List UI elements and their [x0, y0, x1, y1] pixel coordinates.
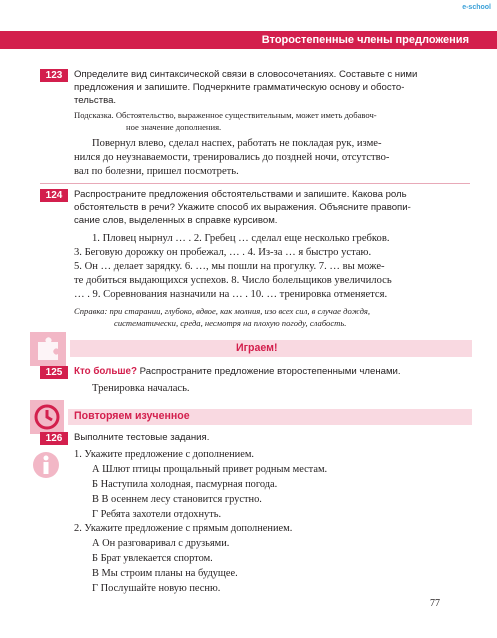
reference-line: систематически, среда, несмотря на плохую погоду, слабость. — [114, 318, 347, 328]
chapter-title: Второстепенные члены предложения — [261, 34, 469, 46]
separator — [40, 183, 470, 184]
example-line: нился до неузнаваемости, тренировались до поздней ночи, отсутство- — [74, 152, 390, 163]
task-126-text: Выполните тестовые задания. — [74, 432, 210, 443]
page-number: 77 — [430, 598, 440, 609]
question-1: 1. Укажите предложение с дополнением. — [74, 449, 255, 460]
option-q1-d: Г Ребята захотели отдохнуть. — [92, 509, 222, 520]
task-124-examples — [74, 232, 476, 302]
task-124-text — [74, 188, 474, 227]
task-number-123: 123 — [40, 69, 68, 82]
option-q1-c: В В осеннем лесу становится грустно. — [92, 494, 262, 505]
info-icon — [31, 450, 61, 480]
task-124-reference — [74, 305, 476, 329]
review-title: Повторяем изученное — [74, 410, 190, 422]
task-123-examples — [74, 137, 476, 179]
option-q2-a: А Он разговаривал с друзьями. — [92, 538, 230, 549]
task-number-125: 125 — [40, 366, 68, 379]
text-line: сание слов, выделенных в справке курсивом. — [74, 215, 278, 226]
review-icon — [30, 400, 64, 434]
example-line: … . 9. Соревнования назначили на … . 10. … тренировка отменяется. — [74, 289, 388, 300]
text-line: Распространите предложения обстоятельствами и запишите. Какова роль — [74, 189, 407, 200]
play-title: Играем! — [236, 342, 278, 354]
task-125-example: Тренировка началась. — [92, 383, 190, 394]
example-line: те добиться выдающихся успехов. 8. Число болельщиков увеличилось — [74, 275, 392, 286]
option-q1-b: Б Наступила холодная, пасмурная погода. — [92, 479, 278, 490]
hint-line: ное значение дополнения. — [126, 122, 222, 132]
text-line: Определите вид синтаксической связи в словосочетаниях. Составьте с ними — [74, 69, 418, 80]
example-line: вал по болезни, пришел посмотреть. — [74, 166, 239, 177]
task-125-lead: Кто больше? — [74, 366, 137, 377]
text-line: тельства. — [74, 95, 117, 106]
question-2: 2. Укажите предложение с прямым дополнением. — [74, 523, 293, 534]
puzzle-icon — [30, 332, 66, 366]
option-q1-a: А Шлют птицы прощальный привет родным местам. — [92, 464, 328, 475]
text-line: обстоятельств в речи? Укажите способ их выражения. Объясните правопи- — [74, 202, 411, 213]
text-line: предложения и запишите. Подчеркните грамматическую основу и обосто- — [74, 82, 405, 93]
task-125-instruction: Распространите предложение второстепенными членами. — [139, 366, 401, 377]
reference-line: Справка: при старании, глубоко, вдвое, как молния, изо всех сил, в случае дождя, — [74, 306, 371, 316]
publisher-logo: e-school — [462, 4, 491, 11]
task-125-text — [74, 365, 474, 378]
example-line: 1. Пловец нырнул … . 2. Гребец … сделал еще несколько гребков. — [92, 233, 390, 244]
example-line: 5. Он … делает зарядку. 6. …, мы пошли на прогулку. 7. … вы може- — [74, 261, 385, 272]
task-123-hint — [74, 109, 474, 133]
hint-line: Подсказка. Обстоятельство, выраженное существительным, может иметь добавоч- — [74, 110, 377, 120]
option-q2-b: Б Брат увлекается спортом. — [92, 553, 213, 564]
task-number-124: 124 — [40, 189, 68, 202]
example-line: 3. Беговую дорожку он пробежал, … . 4. Из-за … я быстро устаю. — [74, 247, 372, 258]
task-123-text — [74, 68, 474, 107]
task-number-126: 126 — [40, 432, 68, 445]
option-q2-c: В Мы строим планы на будущее. — [92, 568, 238, 579]
example-line: Повернул влево, сделал наспех, работать не покладая рук, изме- — [92, 138, 382, 149]
option-q2-d: Г Послушайте новую песню. — [92, 583, 221, 594]
